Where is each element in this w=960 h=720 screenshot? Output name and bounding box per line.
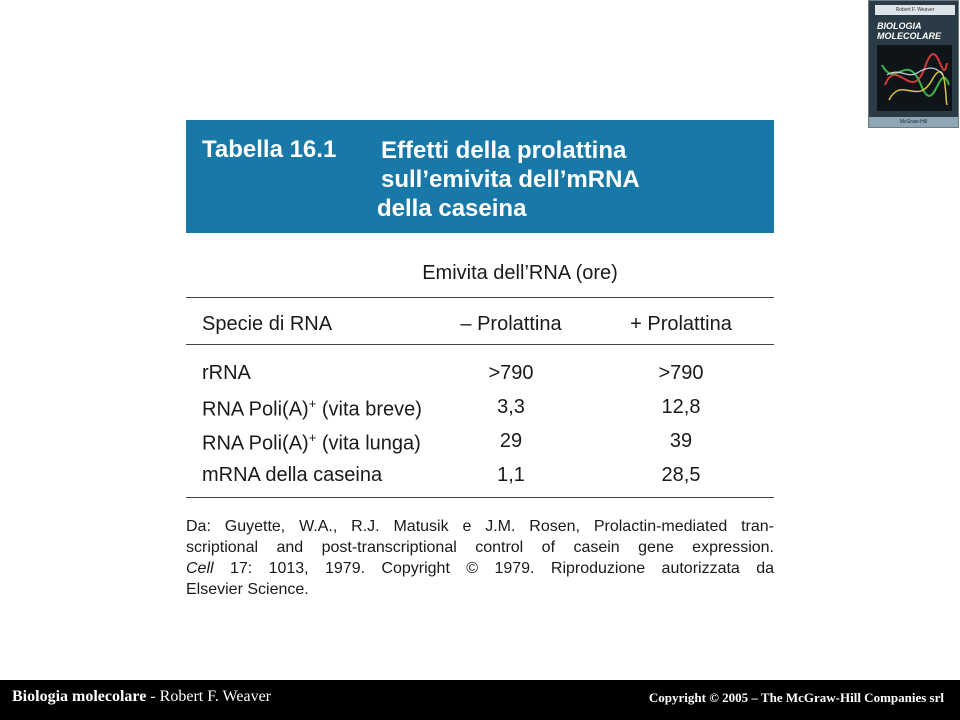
table-title-line1: Effetti della prolattina	[381, 137, 627, 164]
table-number: Tabella 16.1	[202, 136, 337, 163]
cell-minus: 29	[499, 430, 523, 452]
cell-plus: 39	[669, 430, 693, 452]
table-title-band	[186, 120, 774, 233]
cell-plus: 28,5	[661, 464, 701, 486]
cell-minus: >790	[488, 362, 534, 384]
journal-name: Cell	[186, 560, 214, 577]
source-line-4: Elsevier Science.	[186, 581, 309, 598]
cell-species: RNA Poli(A)+ (vita lunga)	[202, 430, 421, 455]
cell-plus: 12,8	[661, 396, 701, 418]
cover-title-line2: MOLECOLARE	[877, 31, 941, 41]
footer-book-title: Biologia molecolare	[12, 688, 147, 705]
table-rule-header	[186, 344, 774, 345]
group-header: Emivita dell’RNA (ore)	[422, 262, 618, 284]
cover-title-line1: BIOLOGIA	[877, 21, 922, 31]
column-header-minus-prolactin: – Prolattina	[460, 313, 562, 335]
source-note	[186, 516, 774, 600]
source-line-3-text: 17: 1013, 1979. Copyright © 1979. Riproduzione autorizzata da	[229, 560, 774, 577]
table-header-row	[186, 313, 774, 343]
source-line-3	[186, 558, 774, 579]
superscript-plus: +	[308, 396, 317, 411]
column-header-plus-prolactin: + Prolattina	[630, 313, 732, 335]
table-title	[377, 136, 640, 223]
cover-author: Robert F. Weaver	[875, 5, 955, 15]
table-row	[186, 396, 774, 426]
table-row	[186, 464, 774, 494]
footer-book-author: - Robert F. Weaver	[146, 688, 271, 705]
protein-structure-illustration	[877, 45, 952, 111]
cell-species: rRNA	[202, 362, 251, 384]
table-title-line2: sull’emivita dell’mRNA	[381, 166, 640, 193]
footer-bar	[0, 680, 960, 720]
cover-title	[877, 21, 953, 41]
book-cover-image	[868, 0, 959, 128]
table-row	[186, 430, 774, 460]
table-rule-top	[186, 297, 774, 298]
footer-book-info	[12, 688, 271, 706]
table-title-line3: della caseina	[377, 195, 527, 222]
source-line-1: Da: Guyette, W.A., R.J. Matusik e J.M. Rosen, Prolactin-mediated tran-	[186, 518, 774, 535]
cell-species: mRNA della caseina	[202, 464, 383, 486]
cover-publisher: McGraw-Hill	[869, 117, 958, 127]
cell-plus: >790	[658, 362, 704, 384]
table-rule-bottom	[186, 497, 774, 498]
cell-species: RNA Poli(A)+ (vita breve)	[202, 396, 422, 421]
footer-copyright: Copyright © 2005 – The McGraw-Hill Companies srl	[648, 690, 944, 705]
column-header-species: Specie di RNA	[202, 313, 333, 335]
cell-minus: 1,1	[497, 464, 525, 486]
cell-minus: 3,3	[497, 396, 525, 418]
superscript-plus: +	[308, 430, 317, 445]
table-row	[186, 362, 774, 392]
source-line-2: scriptional and post-transcriptional control of casein gene expression.	[186, 539, 774, 556]
